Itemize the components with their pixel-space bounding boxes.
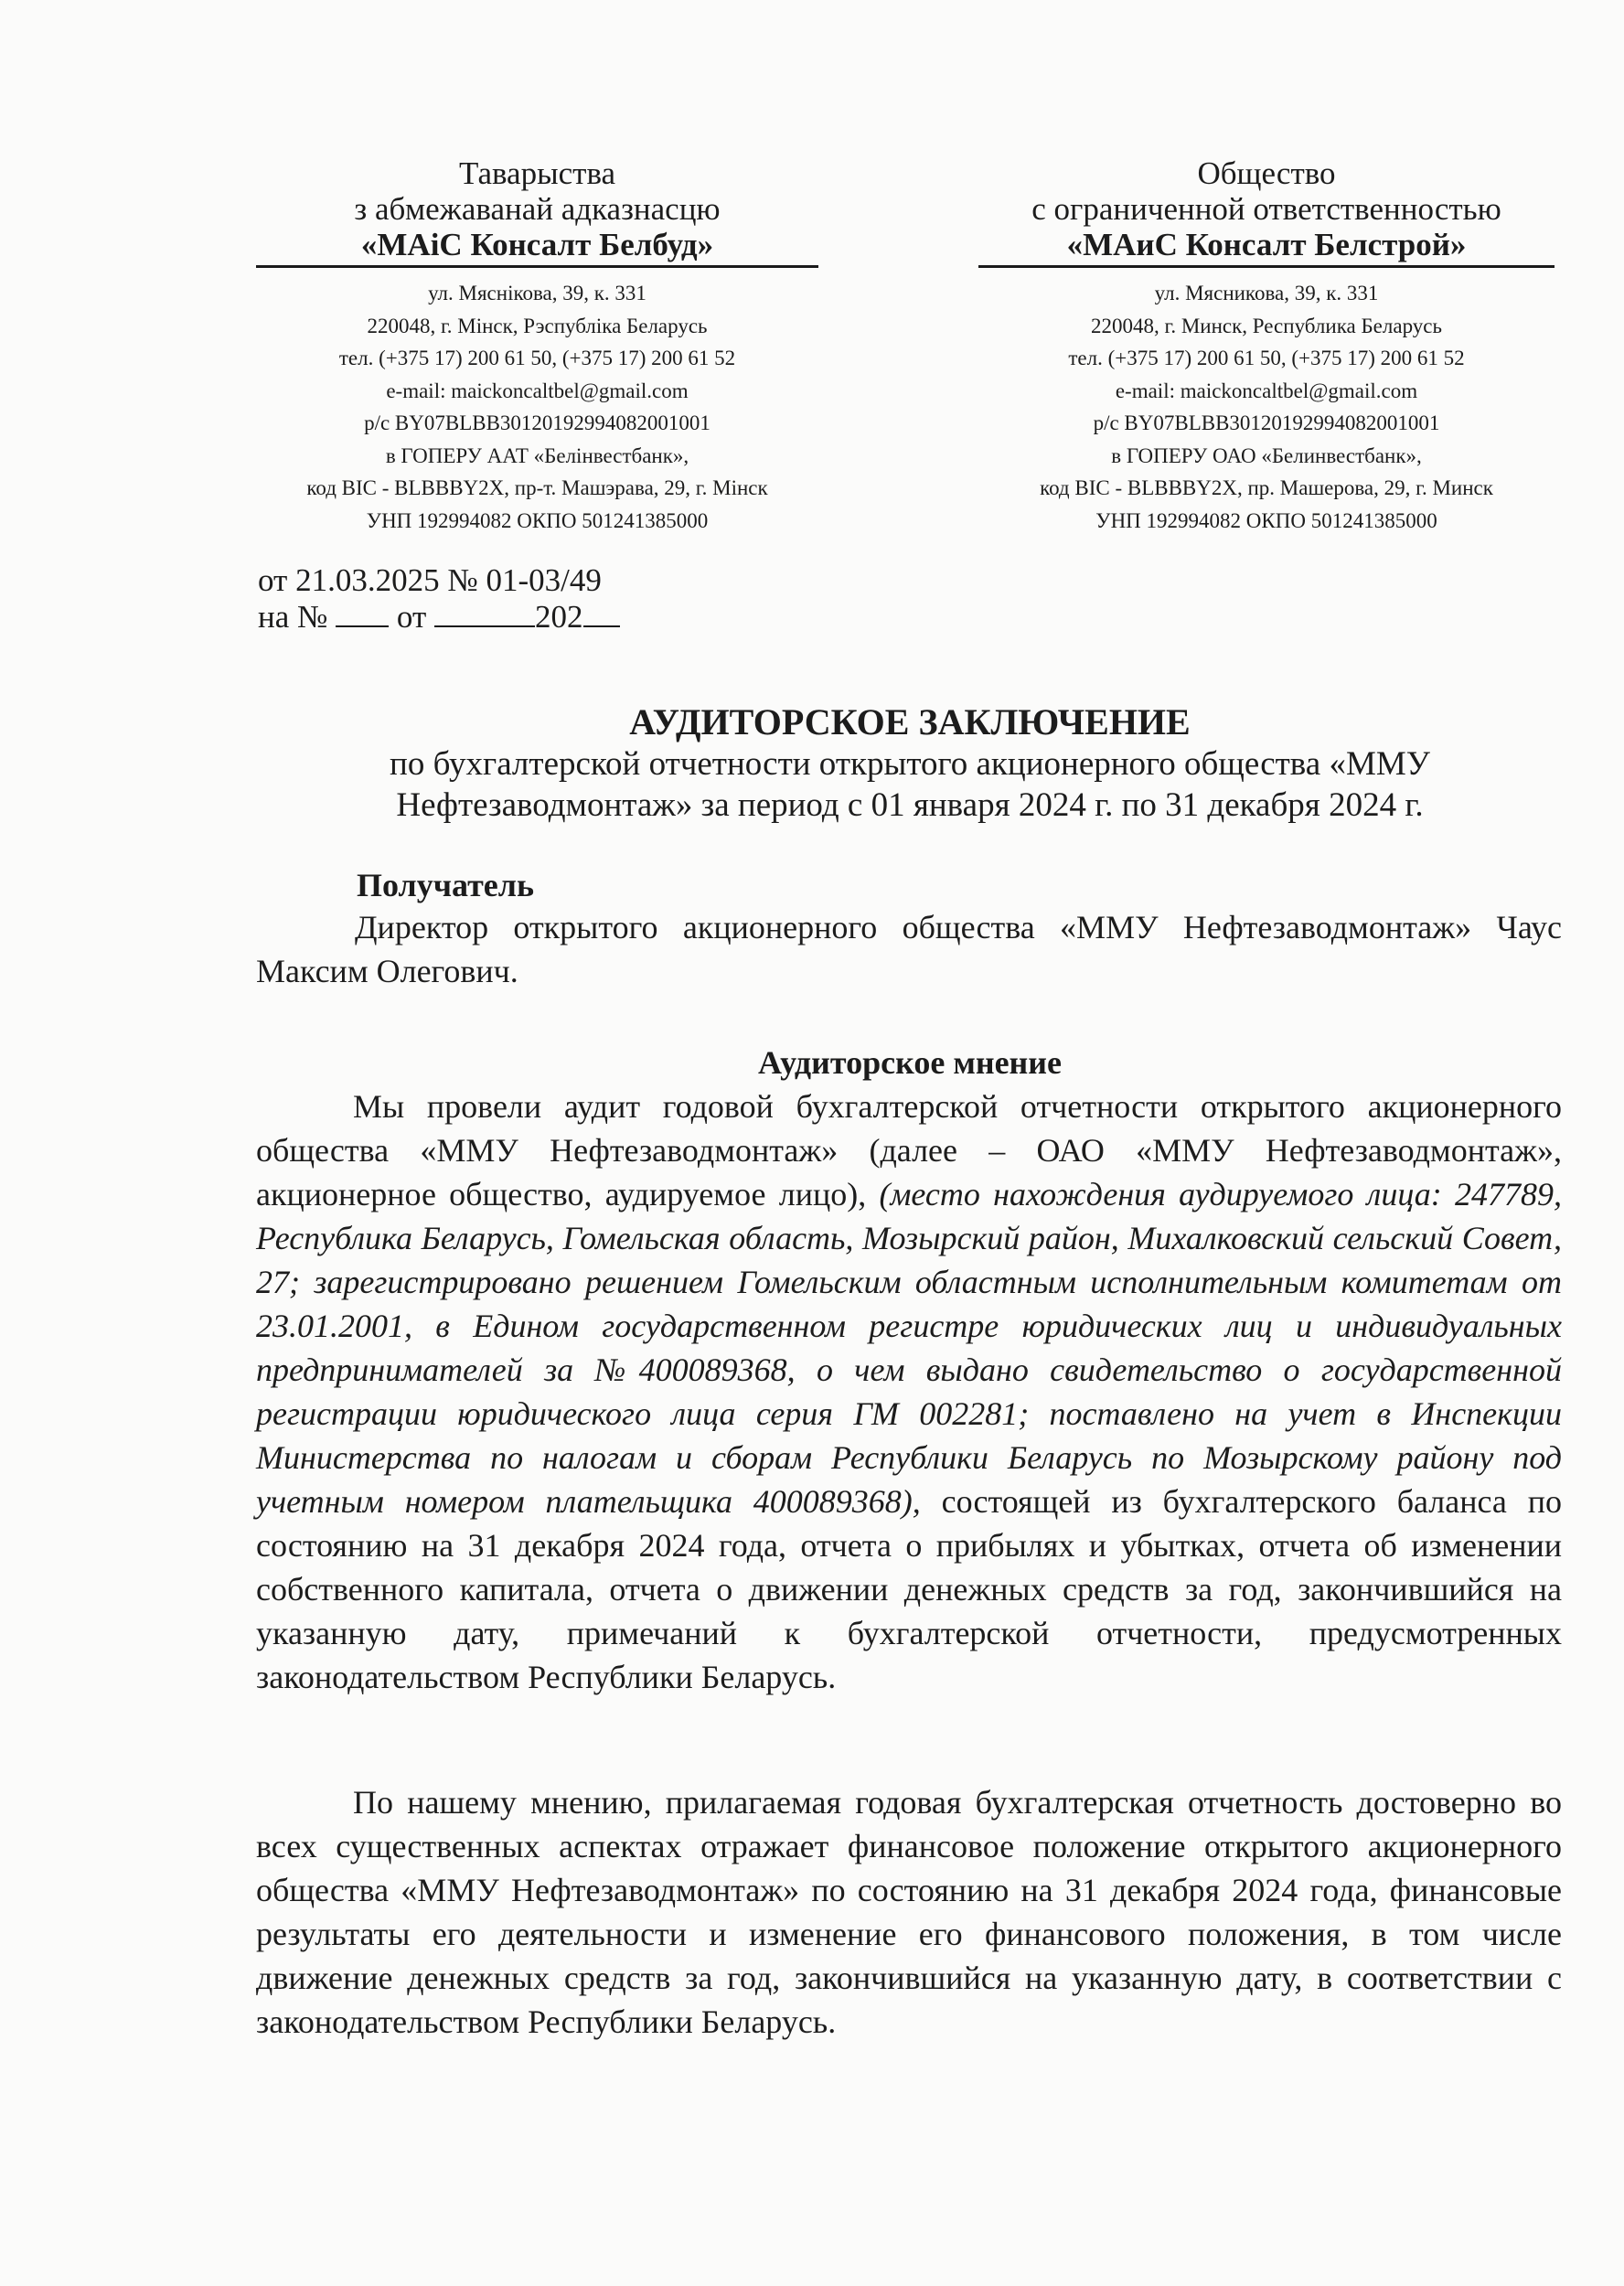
letterhead-right-bic: код BIC - BLBBBY2X, пр. Машерова, 29, г. Минск: [1040, 476, 1493, 499]
letterhead-right-city: 220048, г. Минск, Республика Беларусь: [1091, 314, 1442, 337]
letterhead-left-address: ул. Мяснікова, 39, к. 331: [428, 282, 646, 304]
letterhead-right-account: р/с BY07BLBB30120192994082001001: [1093, 411, 1440, 434]
letterhead-right-unp: УНП 192994082 ОКПО 501241385000: [1095, 508, 1437, 532]
opinion-paragraph-1-end: состоящей из бухгалтерского баланса по состоянию на 31 декабря 2024 года, отчета о прибылях и убытках, отчета об изменении собственного капитала, отчета о движении денежных средств за год, закончившийся на указанную дату, примечаний к бухгалтерской отчетности, предусмотренных законодательством Республики Беларусь.: [256, 1483, 1562, 1695]
letterhead-left-company-name: «МАіС Консалт Белбуд»: [360, 227, 714, 262]
opinion-paragraph-1-entity-details: (место нахождения аудируемого лица: 247789, Республика Беларусь, Гомельская область, Мозырский район, Михалковский сельский Совет, 27; зарегистрировано решением Гомельским областным исполнительным комитетам от 23.01.2001, в Едином государственном регистре юридических лиц и индивидуальных предпринимателей за №400089368, о чем выдано свидетельство о государственной регистрации юридического лица серия ГМ 002281; поставлено на учет в Инспекции Министерства по налогам и сборам Республики Беларусь по Мозырскому району под учетным номером плательщика 400089368),: [256, 1176, 1562, 1520]
recipient-text: Директор открытого акционерного общества «ММУ Нефтезаводмонтаж» Чаус Максим Олегович.: [256, 909, 1562, 989]
incoming-reference-from: от: [396, 599, 427, 635]
letterhead-right: [978, 155, 1555, 537]
letterhead-left-email: e-mail: maickoncaltbel@gmail.com: [386, 379, 689, 402]
opinion-paragraph-1: [256, 1084, 1562, 1699]
letterhead-left-bic: код BIC - BLBBBY2X, пр-т. Машэрава, 29, г. Мінск: [306, 476, 768, 499]
letterhead-left-unp: УНП 192994082 ОКПО 501241385000: [366, 508, 709, 532]
incoming-reference-prefix: на №: [258, 599, 328, 635]
document-subtitle-line2: Нефтезаводмонтаж» за период с 01 января 2024 г. по 31 декабря 2024 г.: [396, 786, 1424, 824]
document-subtitle: [256, 743, 1564, 826]
opinion-paragraph-2: По нашему мнению, прилагаемая годовая бухгалтерская отчетность достоверно во всех существенных аспектах отражает финансовое положение открытого акционерного общества «ММУ Нефтезаводмонтаж» по состоянию на 31 декабря 2024 года, финансовые результаты его деятельности и изменение его финансового положения, в том числе движение денежных средств за год, закончившийся на указанную дату, в соответствии с законодательством Республики Беларусь.: [256, 1784, 1562, 2040]
letterhead-right-rule: [978, 265, 1555, 268]
incoming-year-blank: [583, 598, 620, 627]
letterhead-right-address: ул. Мясникова, 39, к. 331: [1154, 282, 1379, 304]
letterhead-right-name-line2: с ограниченной ответственностью: [1031, 191, 1501, 227]
letterhead-left-bank: в ГОПЕРУ ААТ «Белінвестбанк»,: [385, 443, 689, 467]
incoming-reference: [258, 596, 620, 638]
opinion-heading: Аудиторское мнение: [757, 1044, 1063, 1081]
letterhead-left-phone: тел. (+375 17) 200 61 50, (+375 17) 200 61 52: [338, 347, 736, 369]
incoming-date-blank: [434, 598, 535, 627]
document-subtitle-line1: по бухгалтерской отчетности открытого акционерного общества «ММУ: [390, 745, 1430, 783]
letterhead-left-city: 220048, г. Мінск, Рэспубліка Беларусь: [367, 314, 708, 337]
document-title: АУДИТОРСКОЕ ЗАКЛЮЧЕНИЕ: [629, 701, 1191, 742]
incoming-reference-year: 202: [535, 599, 583, 635]
incoming-number-blank: [336, 598, 389, 627]
letterhead-left: [256, 155, 818, 537]
letterhead-right-company-name: «МАиС Консалт Белстрой»: [1066, 227, 1467, 262]
letterhead-left-name-line1: Таварыства: [458, 155, 616, 191]
recipient-heading: Получатель: [357, 867, 534, 903]
letterhead-left-rule: [256, 265, 818, 268]
letterhead-right-phone: тел. (+375 17) 200 61 50, (+375 17) 200 61 52: [1068, 347, 1465, 369]
letterhead-right-email: e-mail: maickoncaltbel@gmail.com: [1115, 379, 1418, 402]
opinion-paragraph-1-start: Мы провели аудит годовой бухгалтерской отчетности открытого акционерного общества «ММУ Нефтезаводмонтаж» (далее – ОАО «ММУ Нефтезаводмонтаж», акционерное общество, аудируемое лицо),: [256, 1088, 1562, 1212]
letterhead-right-name-line1: Общество: [1197, 155, 1336, 191]
letterhead-left-name-line2: з абмежаванай адказнасцю: [354, 191, 721, 227]
letterhead-left-account: р/с BY07BLBB30120192994082001001: [364, 411, 710, 434]
letterhead-right-bank: в ГОПЕРУ ОАО «Белинвестбанк»,: [1111, 443, 1422, 467]
outgoing-reference: от 21.03.2025 № 01-03/49: [258, 562, 602, 598]
